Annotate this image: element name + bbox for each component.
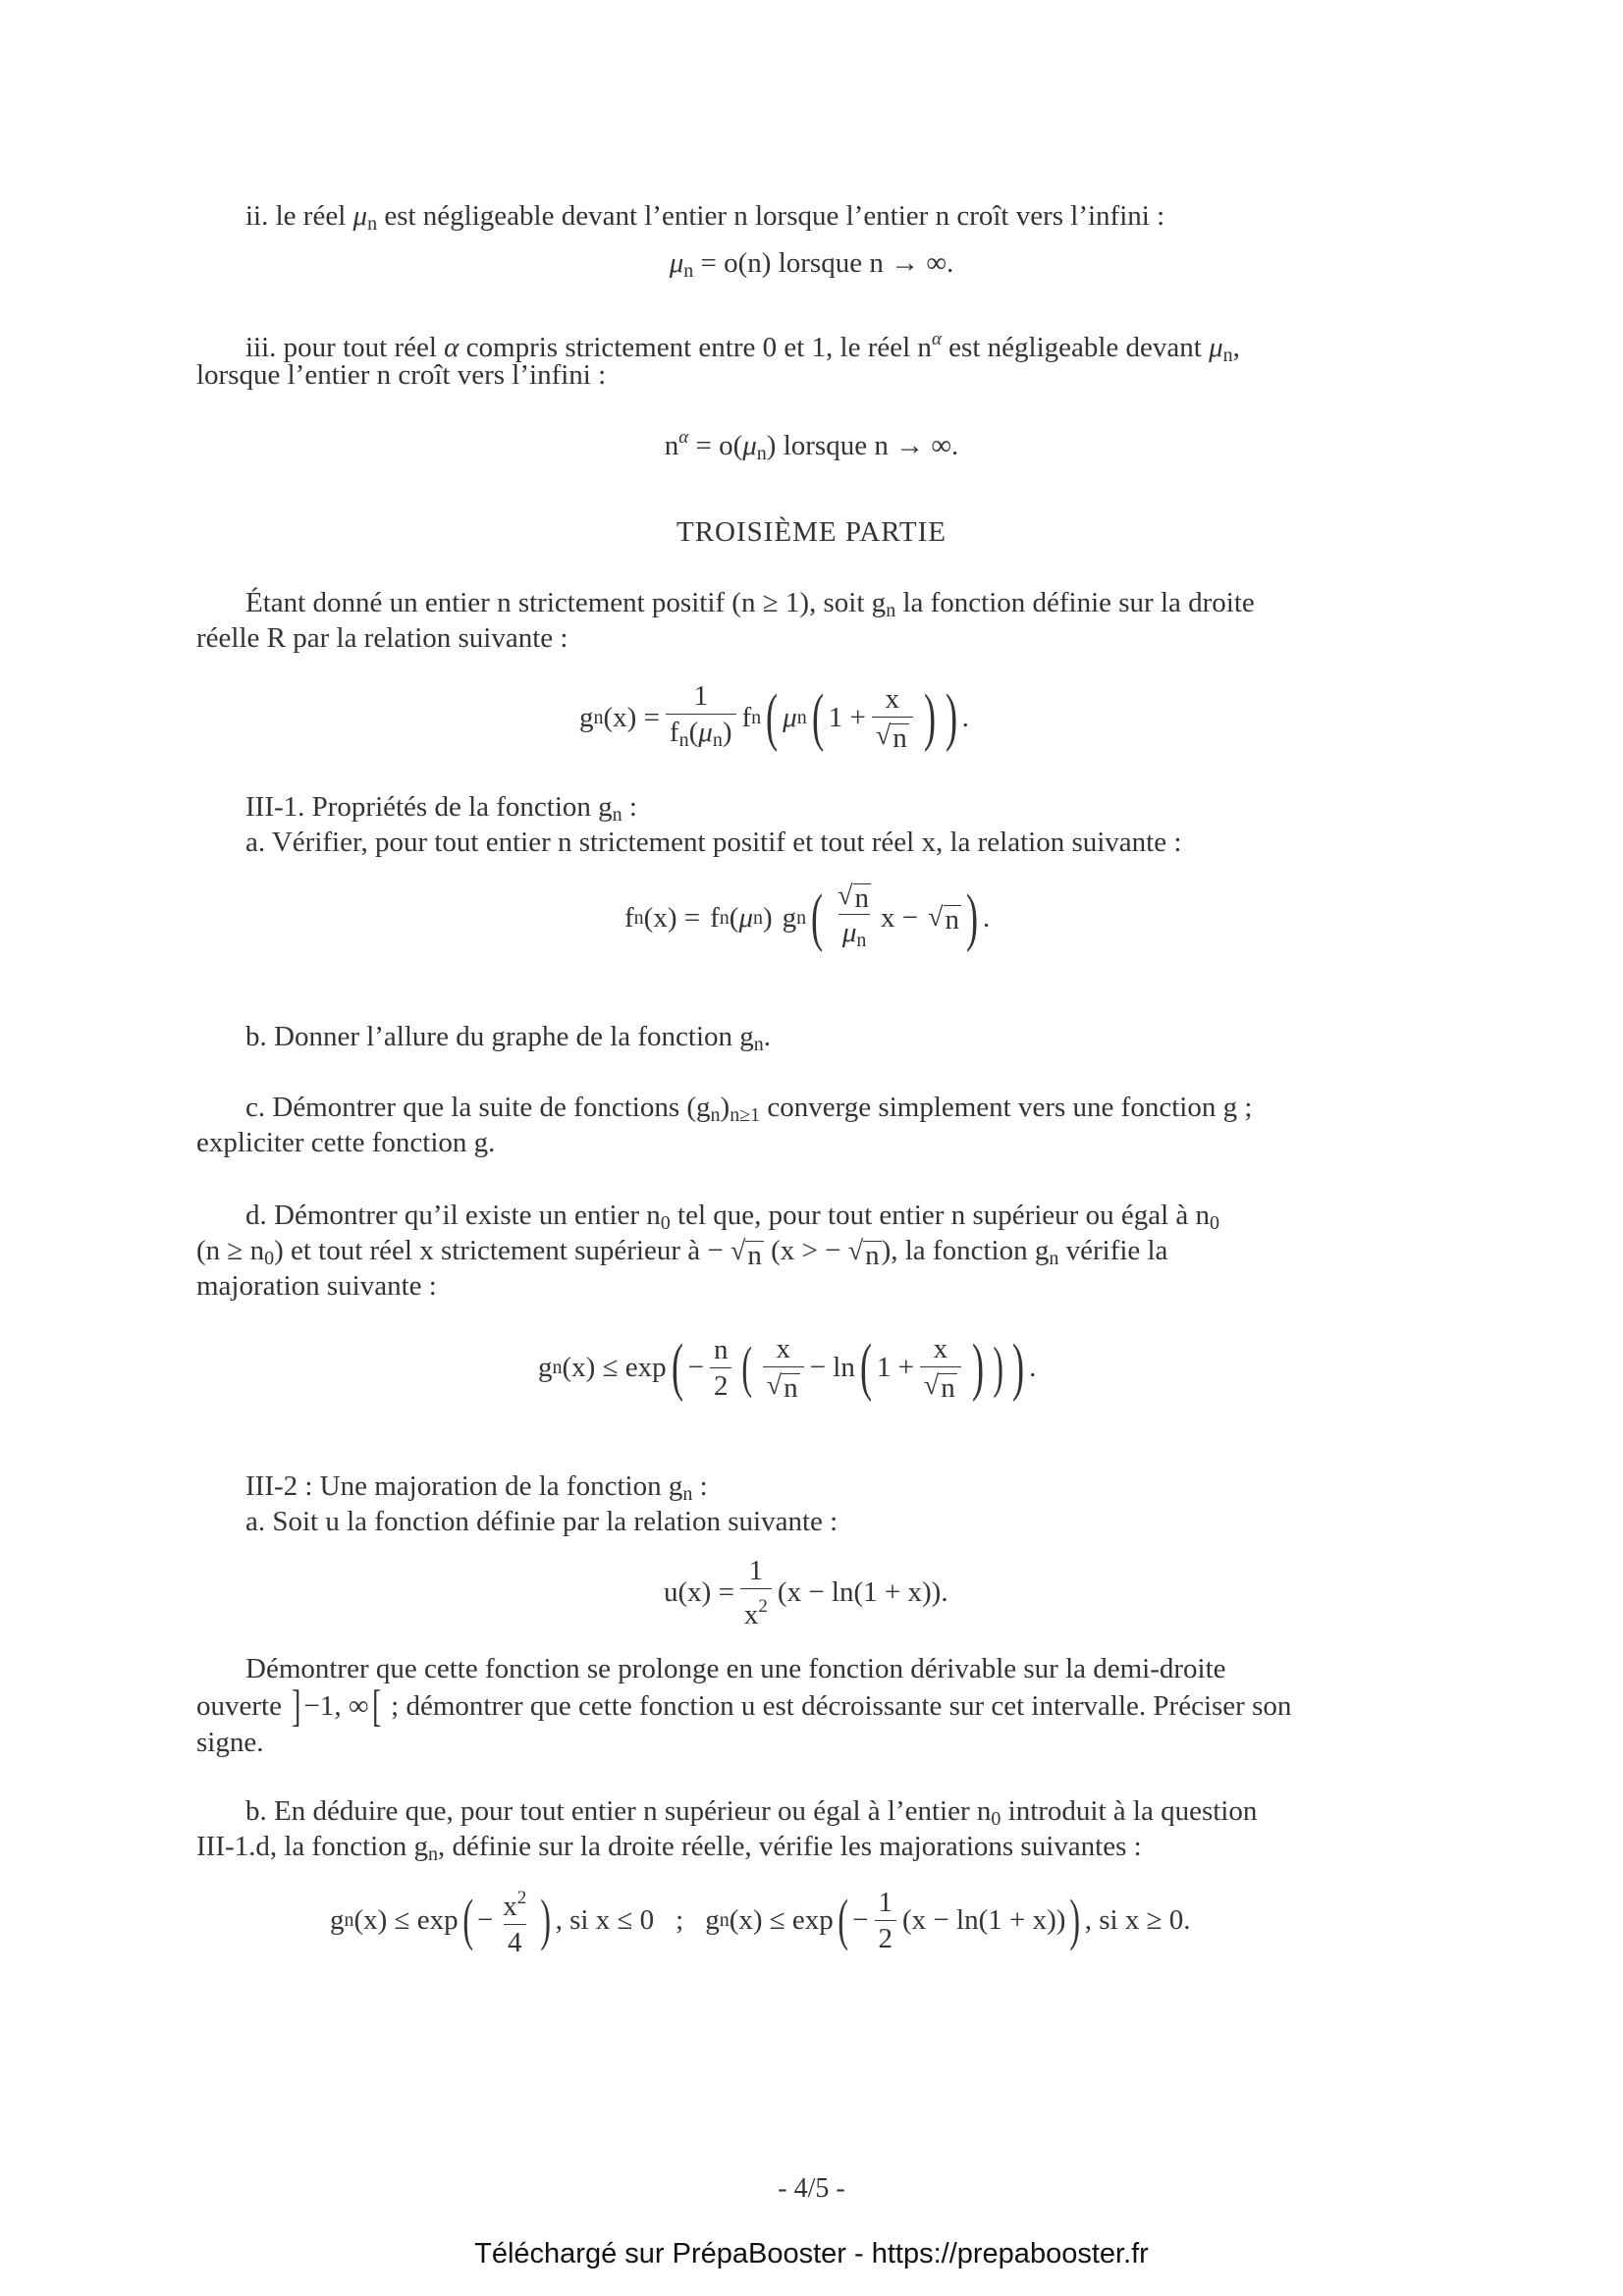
numerator: 1 <box>878 1886 893 1918</box>
text: n <box>664 430 679 461</box>
text: x <box>743 1598 759 1630</box>
text: la fonction définie sur la droite <box>902 587 1255 618</box>
question-III-1-a: a. Vérifier, pour tout entier n strictement positif et tout réel x, la relation suivante : <box>245 827 1182 858</box>
text: ), la fonction g <box>881 1235 1050 1266</box>
fraction <box>763 1333 804 1402</box>
text: −1, ∞ <box>303 1690 369 1722</box>
equation-gn-upper-bound <box>538 1313 1036 1421</box>
equation-text: = o(n) lorsque n → ∞. <box>700 247 954 279</box>
text: b. En déduire que, pour tout entier n supérieur ou égal à l’entier n <box>245 1795 992 1827</box>
text: − ln <box>809 1351 855 1383</box>
subscript: n <box>886 600 896 621</box>
paren-close: ) <box>971 1331 984 1403</box>
text: d. Démontrer qu’il existe un entier n <box>245 1200 661 1231</box>
equation-n-alpha-little-o <box>0 420 1623 471</box>
part-title: TROISIÈME PARTIE <box>676 516 947 548</box>
numerator: 1 <box>693 679 708 712</box>
text: g <box>330 1903 345 1936</box>
mu-symbol: μ <box>742 430 757 461</box>
radicand: n <box>945 904 960 935</box>
text: pour tout réel <box>283 332 437 363</box>
text: ) <box>763 901 773 934</box>
fraction <box>920 1333 961 1402</box>
text: III-1. Propriétés de la fonction g <box>245 791 613 823</box>
text: (x − ln(1 + x)). <box>777 1575 948 1608</box>
superscript: α <box>678 427 689 448</box>
paren-open: ( <box>766 681 779 753</box>
subscript: n <box>719 906 730 929</box>
item-ii <box>245 198 1164 241</box>
item-label: ii. <box>245 200 269 232</box>
text: (x) ≤ exp <box>562 1351 667 1383</box>
mu-symbol: μ <box>783 701 797 733</box>
equation-mu-n-little-o <box>0 245 1623 289</box>
text: (n ≥ n <box>196 1235 265 1266</box>
text: . <box>961 701 969 733</box>
denominator: 4 <box>504 1924 526 1958</box>
paren-open: ( <box>811 881 824 953</box>
denominator: 2 <box>710 1367 732 1402</box>
subscript: n <box>1049 1248 1059 1269</box>
text: ; démontrer que cette fonction u est décroissante sur cet intervalle. Préciser son <box>391 1690 1292 1722</box>
mu-symbol: μ <box>738 901 753 934</box>
denominator <box>872 717 913 752</box>
text: ) lorsque n → ∞. <box>766 430 959 461</box>
bracket: ] <box>292 1681 301 1731</box>
denominator <box>740 1588 772 1630</box>
subscript: n <box>344 1908 354 1931</box>
subscript: n <box>753 906 763 929</box>
fraction <box>666 680 736 756</box>
mu-symbol: μ <box>841 917 857 948</box>
bracket: [ <box>371 1681 381 1731</box>
text: (x − ln(1 + x)) <box>902 1903 1066 1936</box>
question-III-2-b-line2 <box>196 1829 1142 1872</box>
download-credit: Téléchargé sur PrépaBooster - https://prepabooster.fr <box>474 2238 1149 2269</box>
paren-close: ) <box>540 1888 552 1951</box>
question-III-1-c-line2: expliciter cette fonction g. <box>196 1127 496 1158</box>
question-III-1-d-line3: majoration suivante : <box>196 1270 437 1302</box>
subscript: n <box>756 443 767 464</box>
radicand: n <box>854 882 870 914</box>
item-iii-line2: lorsque l’entier n croît vers l’infini : <box>196 359 607 391</box>
text: (x > − <box>771 1235 841 1266</box>
fraction <box>875 1887 897 1954</box>
text: : <box>628 791 637 823</box>
text: u(x) = <box>664 1575 734 1608</box>
question-III-2-a-line2 <box>196 1681 1292 1731</box>
fraction <box>872 683 913 752</box>
numerator <box>499 1883 530 1924</box>
subscript: n <box>796 906 807 929</box>
equation-u-definition <box>664 1551 948 1633</box>
subscript: n <box>719 1908 730 1931</box>
subscript: n <box>612 804 622 826</box>
radicand: n <box>784 1372 798 1404</box>
text: − <box>852 1903 869 1936</box>
text: est négligeable devant l’entier n lorsque l’entier n croît vers l’infini : <box>384 200 1165 232</box>
text: ) <box>720 1092 730 1123</box>
subscript: n <box>683 260 694 282</box>
text: 1 + <box>828 701 866 733</box>
subscript: n <box>751 706 762 728</box>
text: − <box>687 1351 704 1383</box>
text: c. Démontrer que la suite de fonctions (g <box>245 1092 711 1123</box>
subscript: n <box>633 906 644 929</box>
text: (x) = <box>603 701 660 733</box>
text: x <box>503 1890 517 1922</box>
subscript: 0 <box>1210 1212 1220 1234</box>
text: Étant donné un entier n strictement positif (n ≥ 1), soit g <box>245 587 887 618</box>
subscript: n <box>753 1034 764 1055</box>
text: 1 + <box>876 1351 914 1383</box>
sqrt-symbol: √ n <box>730 1236 762 1271</box>
subscript: 0 <box>264 1248 275 1269</box>
paren-close: ) <box>923 681 936 753</box>
paren-open: ( <box>741 1335 753 1399</box>
numerator: 1 <box>748 1554 764 1586</box>
question-III-1-b <box>245 1019 771 1062</box>
paren-close: ) <box>993 1335 1003 1399</box>
denominator <box>839 914 871 956</box>
subscript: n <box>367 213 378 235</box>
superscript: 2 <box>758 1595 768 1617</box>
text: f <box>624 901 634 934</box>
text: x − <box>881 901 919 934</box>
text: est négligeable devant <box>948 332 1202 363</box>
sqrt-symbol: √ n <box>928 902 960 935</box>
equation-gn-bounds <box>330 1875 1191 1965</box>
text: , si x ≥ 0. <box>1084 1903 1191 1936</box>
subscript: n <box>682 1483 693 1505</box>
text: . <box>763 1021 772 1052</box>
radicand: n <box>865 1240 880 1271</box>
paren-close: ) <box>945 681 957 753</box>
text: f <box>741 701 752 733</box>
denominator <box>666 714 736 756</box>
text: III-1.d, la fonction g <box>196 1831 428 1862</box>
text: . <box>1029 1351 1037 1383</box>
subscript: n <box>593 706 604 728</box>
paren-open: ( <box>838 1888 848 1951</box>
text: ( <box>688 716 699 748</box>
mu-symbol: μ <box>352 200 368 232</box>
mu-symbol: μ <box>1209 332 1223 363</box>
text: , définie sur la droite réelle, vérifie les majorations suivantes : <box>437 1831 1142 1862</box>
subscript: n <box>710 1104 721 1126</box>
subscript: 0 <box>991 1808 1001 1830</box>
subscript: n <box>856 930 867 951</box>
sqrt-symbol: √ n <box>766 1370 798 1404</box>
text: , si x ≤ 0 <box>555 1903 655 1936</box>
text: f <box>669 716 679 748</box>
intro-line2: réelle R par la relation suivante : <box>196 622 568 654</box>
mu-symbol: μ <box>698 716 713 748</box>
fraction <box>710 1334 732 1402</box>
fraction <box>740 1555 772 1630</box>
subscript: n <box>712 728 723 751</box>
radicand: n <box>941 1372 955 1404</box>
text: ) <box>722 716 732 748</box>
subscript: 0 <box>660 1212 671 1234</box>
sqrt-symbol: √ n <box>847 1236 880 1271</box>
text: converge simplement vers une fonction g ; <box>767 1092 1253 1123</box>
fraction <box>834 880 875 956</box>
subscript: n <box>1222 345 1233 366</box>
text: f <box>710 901 720 934</box>
paren-close: ) <box>1012 1331 1025 1403</box>
equation-gn-definition <box>579 664 969 772</box>
radicand: n <box>893 722 907 754</box>
item-label: iii. <box>245 332 277 363</box>
denominator <box>920 1366 961 1402</box>
separator: ; <box>676 1903 684 1936</box>
text: . <box>983 901 991 934</box>
paren-close: ) <box>965 881 979 953</box>
text: III-2 : Une majoration de la fonction g <box>245 1470 683 1502</box>
text: (x) ≤ exp <box>353 1903 459 1936</box>
subscript: n <box>427 1843 438 1865</box>
superscript: 2 <box>516 1887 527 1908</box>
question-III-2-a-line3: signe. <box>196 1727 264 1758</box>
paren-open: ( <box>671 1331 683 1403</box>
equation-fn-relation <box>624 864 990 972</box>
text: ) et tout réel x strictement supérieur à − <box>274 1235 724 1266</box>
paren-open: ( <box>811 681 824 753</box>
paren-close: ) <box>1069 1888 1081 1951</box>
text: g <box>579 701 594 733</box>
numerator <box>834 880 875 914</box>
numerator: x <box>933 1333 948 1364</box>
superscript: α <box>931 329 942 349</box>
paren-open: ( <box>461 1888 473 1951</box>
sqrt-symbol: √ n <box>923 1370 955 1404</box>
subscript: n <box>552 1356 563 1378</box>
text: (x) ≤ exp <box>729 1903 834 1936</box>
alpha-symbol: α <box>444 332 460 363</box>
question-III-2-a: a. Soit u la fonction définie par la relation suivante : <box>245 1506 839 1537</box>
mu-symbol: μ <box>669 247 684 279</box>
text: b. Donner l’allure du graphe de la fonction g <box>245 1021 754 1052</box>
text: vérifie la <box>1065 1235 1168 1266</box>
sqrt-symbol: √ n <box>875 721 907 754</box>
text: le réel <box>275 200 347 232</box>
denominator: 2 <box>875 1920 897 1954</box>
text: − <box>476 1903 494 1936</box>
text: compris strictement entre 0 et 1, le réel n <box>465 332 932 363</box>
numerator: x <box>885 683 899 715</box>
text: (x) = <box>643 901 701 934</box>
page-number: - 4/5 - <box>778 2173 845 2204</box>
text: tel que, pour tout entier n supérieur ou égal à n <box>677 1200 1211 1231</box>
subscript: n≥1 <box>730 1104 761 1126</box>
numerator: n <box>713 1333 729 1365</box>
subscript: n <box>796 706 807 728</box>
question-III-2-a-text: Démontrer que cette fonction se prolonge en une fonction dérivable sur la demi-droite <box>245 1653 1226 1684</box>
subscript: n <box>678 728 689 751</box>
numerator: x <box>776 1333 790 1364</box>
radicand: n <box>747 1240 762 1271</box>
paren-open: ( <box>859 1331 872 1403</box>
text: = o( <box>695 430 743 461</box>
denominator <box>763 1366 804 1402</box>
text: ouverte <box>196 1690 282 1722</box>
text: g <box>782 901 797 934</box>
text: g <box>538 1351 553 1383</box>
text: g <box>705 1903 720 1936</box>
text: : <box>699 1470 708 1502</box>
text: ( <box>729 901 739 934</box>
sqrt-symbol: √ n <box>838 881 870 914</box>
text: , <box>1232 332 1240 363</box>
text: introduit à la question <box>1007 1795 1258 1827</box>
fraction <box>499 1883 530 1958</box>
